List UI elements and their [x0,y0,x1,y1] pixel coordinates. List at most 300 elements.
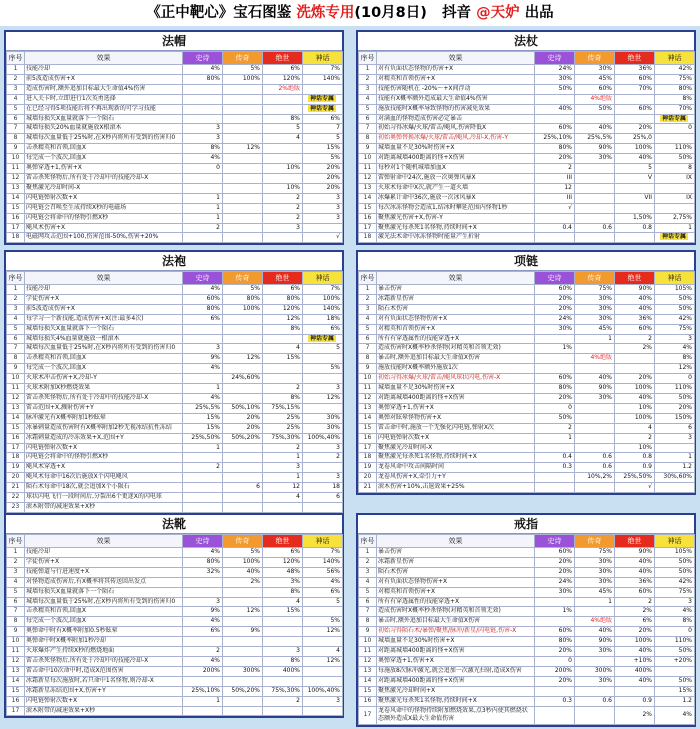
gem-table [6,271,343,513]
row-value [655,384,695,394]
row-value [655,403,695,413]
row-value [535,173,575,183]
row-value [655,666,695,676]
row-value [655,374,695,384]
value-text: 150% [674,413,692,421]
row-value [575,637,615,647]
table-row [7,114,343,124]
row-value [535,65,575,75]
value-text: 75% [678,324,692,332]
row-number: 5 [359,104,377,114]
col-legend: 传奇 [223,272,263,285]
row-number: 1 [359,285,377,295]
row-value [223,334,263,344]
row-value [303,423,343,433]
table-row [7,548,343,558]
value-text: +20% [673,656,692,664]
row-effect: 城墙每次血量低于25%时,在X秒内将所有受到的伤害归0 [25,597,183,607]
row-value [655,294,695,304]
row-value [263,304,303,314]
col-epic: 史诗 [535,272,575,285]
row-number: 6 [359,334,377,344]
table-row [359,324,695,334]
row-effect: 对满血的怪物造成伤害必定暴击 [377,114,535,124]
table-row [7,124,343,134]
row-value [615,344,655,354]
row-value [615,637,655,647]
row-number: 7 [359,124,377,134]
row-value [223,364,263,374]
row-number: 18 [359,233,377,243]
row-effect: 飓风术每命中16次后施放X个闪电飓风 [25,473,183,483]
table-row [7,403,343,413]
row-effect: 闪电链会将命中的怪物引燃X秒 [25,453,183,463]
row-value [535,154,575,164]
value-text: 90% [598,144,612,152]
row-effect: 技能有X概率额外造成最大生命值4%伤害 [377,94,535,104]
value-text: 0.6 [602,223,612,231]
header-prefix: 《正中靶心》宝石图鉴 [146,5,297,21]
row-value [223,74,263,84]
row-value [535,567,575,577]
row-number: 6 [359,597,377,607]
row-value [615,354,655,364]
row-effect: 城墙每次血量低于25%时,在X秒内将所有受到的伤害归0 [25,344,183,354]
row-value [575,413,615,423]
row-number: 16 [359,696,377,706]
row-value [615,666,655,676]
row-effect: 冰霜刺量造成的冷冻效果+X,范围+Y [25,433,183,443]
row-value [535,656,575,666]
row-value [535,193,575,203]
row-value [655,344,695,354]
value-text: 100% [634,384,652,392]
row-value [303,314,343,324]
value-text: 0 [688,374,692,382]
row-effect: 脉冲激光有X概率附加1秒眩晕 [25,413,183,423]
row-value [575,193,615,203]
table-row [359,354,695,364]
row-value [615,324,655,334]
row-value [223,607,263,617]
row-effect: 施放技能时X概率额外施放1次 [377,364,535,374]
row-value [655,164,695,174]
value-text: 5 [336,597,340,605]
row-value [615,473,655,483]
row-effect: 城墙血量不足30%时伤害+X [377,384,535,394]
value-text: 2 [296,203,300,211]
gem-table [358,534,695,725]
row-effect: 聚焦激光每杀死1名怪物,持续时间+X [377,223,535,233]
row-effect: 对距离城墙400距离的怪+X伤害 [377,676,535,686]
row-number: 3 [7,84,25,94]
value-text: 75% [678,587,692,595]
value-text: 3 [216,344,220,352]
robe-table [4,250,344,515]
row-value [263,577,303,587]
row-value [263,676,303,686]
value-text: 3 [296,223,300,231]
value-text: 20% [326,173,340,181]
value-text: 5 [336,344,340,352]
table-row [7,364,343,374]
row-value [615,74,655,84]
row-effect: 陨石术伤害 [377,304,535,314]
value-text: 4%绝版 [590,94,612,102]
value-text: 40% [638,304,652,312]
value-text: 40% [246,567,260,575]
row-effect: 闪电链会召唤至生成持续X秒的电磁场 [25,203,183,213]
row-value [183,423,223,433]
row-effect: 暴击时,额外追加目标最大生命值X伤害 [377,354,535,364]
col-no: 序号 [359,535,377,548]
value-text: 5% [330,154,340,162]
value-text: 30% [558,74,572,82]
table-row [7,627,343,637]
row-value [183,134,223,144]
value-text: 25%,10% [191,686,220,694]
value-text: 30% [598,294,612,302]
row-value [615,557,655,567]
value-text: IX [686,193,692,201]
value-text: 2% [642,344,652,352]
row-value [303,354,343,364]
row-value [615,124,655,134]
table-row [7,344,343,354]
row-value [575,587,615,597]
boots-table [4,513,344,718]
row-effect: 闪电链弹射次数+X [25,443,183,453]
row-value [655,433,695,443]
row-effect: 聚焦激光冷却时间-X [377,443,535,453]
col-effect: 效果 [25,535,183,548]
table-row [7,285,343,295]
row-value [615,453,655,463]
value-text: 140% [322,557,340,565]
row-effect: 城墙血量不足30%时伤害+X [377,637,535,647]
row-value [615,164,655,174]
row-value [575,384,615,394]
row-value [655,114,695,124]
col-effect: 效果 [377,52,535,65]
row-value [263,84,303,94]
table-row [7,65,343,75]
value-text: 2% [250,577,260,585]
row-value [303,364,343,374]
value-text: 4% [682,711,692,718]
value-text: 9% [210,354,220,362]
row-value [615,104,655,114]
col-myth: 神话 [303,535,343,548]
row-value [223,433,263,443]
col-effect: 效果 [25,272,183,285]
row-effect: 火球术每命中X次,就产生一道火墙 [377,183,535,193]
value-text: 6% [330,587,340,595]
value-text: 12% [286,314,300,322]
value-text: 120% [282,304,300,312]
row-value [303,637,343,647]
table-row [7,577,343,587]
row-effect: 雷击杀死怪物后,所有处于冷却中的技能冷却-X [25,656,183,666]
row-value [655,637,695,647]
value-text: 7% [330,285,340,292]
row-number: 4 [7,94,25,104]
row-number: 6 [359,114,377,124]
header-highlight: 洗炼专用 [296,5,355,21]
row-value [303,154,343,164]
value-text: √ [648,483,652,491]
row-value [535,597,575,607]
value-text: √ [336,233,340,241]
row-number: 8 [359,134,377,144]
row-value [615,84,655,94]
value-text: 56% [326,567,340,575]
row-effect: 雷击命中10次命中时,造成X范围伤害 [25,666,183,676]
row-value [263,647,303,657]
value-text: 70% [638,84,652,92]
value-text: 100% [634,637,652,645]
row-number: 14 [7,413,25,423]
row-value [575,403,615,413]
row-value [263,666,303,676]
row-number: 12 [7,656,25,666]
row-value [575,557,615,567]
value-text: 3 [336,696,340,704]
row-value [223,577,263,587]
value-text: 1 [216,696,220,704]
col-no: 序号 [359,52,377,65]
row-value [303,84,343,94]
col-epic: 史诗 [183,52,223,65]
value-text: 4% [210,617,220,625]
row-value [615,423,655,433]
row-effect: 技能伤害随机在 -20%～+X间浮动 [377,84,535,94]
row-value [183,354,223,364]
table-row [7,104,343,114]
col-legend: 传奇 [575,535,615,548]
row-value [183,696,223,706]
value-text: 100% [322,294,340,302]
value-text: 20% [558,304,572,312]
value-text: 6 [336,493,340,501]
col-legend: 传奇 [575,52,615,65]
col-myth: 神话 [655,272,695,285]
row-value [535,134,575,144]
row-value [303,344,343,354]
row-number: 9 [7,364,25,374]
row-value [223,344,263,354]
value-text: 3 [296,463,300,471]
row-value [655,203,695,213]
value-text: 25%,5% [195,403,220,411]
row-value [535,706,575,724]
value-text: 2% [642,711,652,718]
row-value [615,183,655,193]
row-value [535,354,575,364]
value-text: 4% [682,607,692,615]
row-number: 15 [7,203,25,213]
row-value [575,134,615,144]
row-value [183,294,223,304]
row-value [263,686,303,696]
row-value [615,656,655,666]
table-row [7,134,343,144]
row-value [263,294,303,304]
row-value [263,285,303,295]
col-epic: 史诗 [535,52,575,65]
row-value [263,413,303,423]
value-text: 2 [648,334,652,342]
table-row [7,334,343,344]
row-effect: 冰霜新星冻结范围+X,伤害+Y [25,686,183,696]
row-value [303,173,343,183]
value-text: 4 [296,493,300,501]
value-text: 80% [678,84,692,92]
table-row [359,463,695,473]
table-row [359,473,695,483]
row-value [183,393,223,403]
row-value [183,183,223,193]
row-value [303,334,343,344]
row-number: 9 [359,627,377,637]
value-text: 神话专属 [309,94,334,102]
table-row [359,344,695,354]
value-text: 50% [678,557,692,565]
header-row [359,535,695,548]
row-value [183,84,223,94]
value-text: 80% [206,304,220,312]
value-text: 1 [216,213,220,221]
row-value [303,587,343,597]
col-myth: 神话 [303,52,343,65]
row-number: 18 [359,453,377,463]
row-effect: 初始习得陨石术/暴弹/聚焦/脉冲/新星/闪电链,伤害-X [377,627,535,637]
value-text: 50% [678,567,692,575]
row-number: 5 [7,104,25,114]
row-value [183,443,223,453]
row-effect: 聚焦激光每杀死1名怪物,持续时间+X [377,696,535,706]
value-text: 2 [296,384,300,392]
row-value [263,114,303,124]
value-text: 3 [216,134,220,142]
row-value [303,193,343,203]
col-legend: 传奇 [223,52,263,65]
value-text: 1 [688,453,692,461]
row-value [223,65,263,75]
value-text: 4% [210,154,220,162]
row-value [655,364,695,374]
row-value [263,134,303,144]
row-number: 14 [359,676,377,686]
row-value [223,637,263,647]
row-effect: 奥弹命中时有X概率附加0.5秒眩晕 [25,627,183,637]
value-text: 6% [290,65,300,72]
row-number: 15 [359,203,377,213]
row-value [655,154,695,164]
row-value [223,493,263,503]
value-text: 4% [210,65,220,72]
row-value [183,597,223,607]
row-effect: 滚木附带的减速效果+X秒 [25,706,183,716]
row-value [303,233,343,243]
value-text: 40% [638,676,652,684]
row-value [183,637,223,647]
row-number: 7 [7,607,25,617]
row-value [303,223,343,233]
table-row [7,587,343,597]
table-row [359,84,695,94]
row-value [183,627,223,637]
row-value [655,597,695,607]
value-text: 15% [206,413,220,421]
value-text: 50%,10% [231,403,260,411]
row-number: 8 [7,134,25,144]
col-ultimate: 绝世 [615,52,655,65]
row-number: 11 [359,164,377,174]
value-text: 4% [210,393,220,401]
row-number: 10 [7,374,25,384]
value-text: 90% [638,548,652,555]
row-value [575,627,615,637]
value-text: 50% [678,294,692,302]
value-text: 4%绝版 [590,354,612,362]
row-effect: 造成伤害时X概率秒杀怪物(对精英和首领无效) [377,607,535,617]
value-text: 5% [250,285,260,292]
value-text: 75% [598,285,612,292]
row-value [575,74,615,84]
row-effect: 雷击命中时,施放一个无强化闪电链,弹射X次 [377,423,535,433]
row-value [535,548,575,558]
row-value [223,144,263,154]
row-value [575,686,615,696]
value-text: 6 [256,483,260,491]
row-value [263,656,303,666]
row-value [263,364,303,374]
row-number: 7 [7,124,25,134]
row-effect: 前5波造成伤害+X [25,74,183,84]
value-text: 4% [210,285,220,292]
row-effect: 技能冷却 [25,548,183,558]
header-row [7,272,343,285]
value-text: 36% [638,577,652,585]
row-value [183,656,223,666]
row-value [655,656,695,666]
header-row [7,52,343,65]
value-text: 7% [330,65,340,72]
row-value [183,433,223,443]
value-text: 6 [688,423,692,431]
row-effect: 对距离城墙400距离的怪+X伤害 [377,154,535,164]
row-value [183,74,223,84]
row-value [223,483,263,493]
value-text: 80% [558,637,572,645]
row-value [575,285,615,295]
value-text: 110% [674,144,692,152]
value-text: 6% [210,314,220,322]
row-value [263,144,303,154]
value-text: 3 [336,203,340,211]
table-row [359,686,695,696]
col-effect: 效果 [25,52,183,65]
row-number: 16 [359,433,377,443]
value-text: 8% [290,114,300,122]
row-number: 14 [7,676,25,686]
table-title: 法袍 [6,252,342,271]
row-value [263,696,303,706]
col-no: 序号 [7,535,25,548]
row-effect: 飓风术伤害+X [25,223,183,233]
row-value [263,403,303,413]
